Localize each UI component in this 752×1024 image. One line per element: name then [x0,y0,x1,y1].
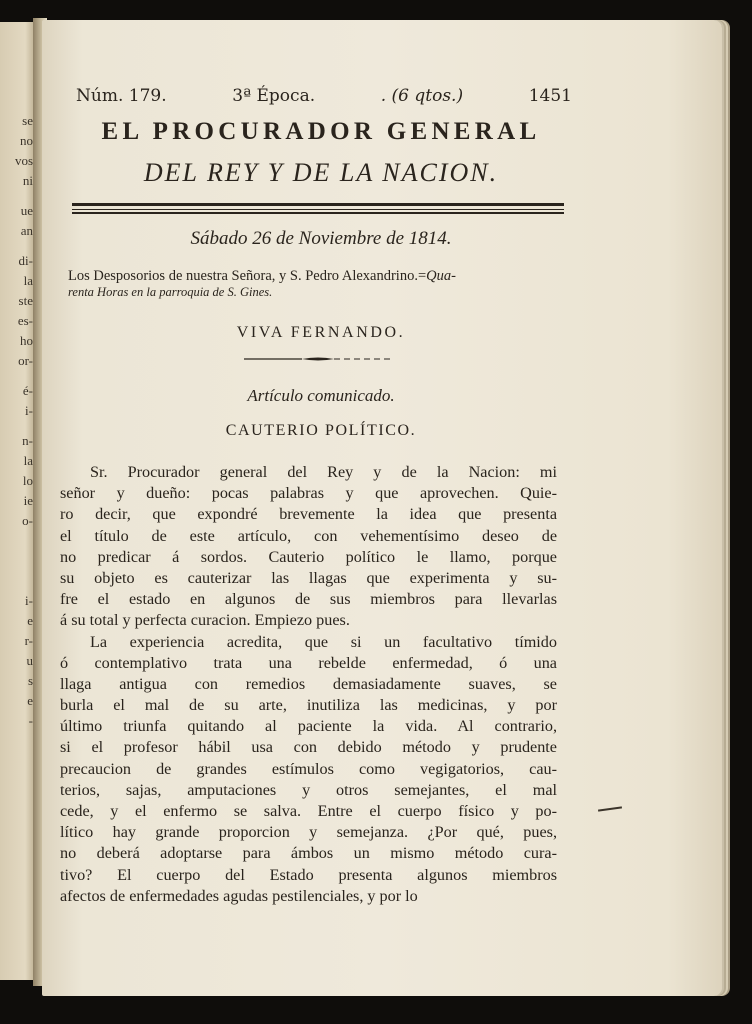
epoch-label: 3ª Época. [232,86,316,106]
article-label: Artículo comunicado. [247,386,395,405]
body-line: Sr. Procurador general del Rey y de la Nacion: mi [90,463,557,481]
facing-page-strip [0,22,36,980]
body-line: tivo? El cuerpo del Estado presenta algunos miembros [60,865,557,884]
body-line: terios, sajas, amputaciones y otros semejantes, el mal [60,780,557,799]
body-line: fre el estado en algunos de sus miembros para llevarlas [60,590,557,609]
body-line: á su total y perfecta curacion. Empiezo pues. [60,611,350,630]
body-line: el título de este artículo, con vehementísimo deseo de [60,526,557,545]
body-line: si el profesor hábil usa con debido método y prudente [60,738,557,757]
saints-qua: Qua- [426,268,456,284]
facing-page-fragment: ste [18,293,33,308]
facing-page-fragment: vos [14,153,33,168]
saints-separator: = [417,268,427,284]
facing-page-fragment: di- [18,253,33,268]
body-line: su objeto es cauterizar las llagas que experimenta y su- [60,568,557,587]
facing-page-fragment: e [27,693,33,708]
newspaper-title: EL PROCURADOR GENERAL [101,118,541,145]
body-line: precaucion de grandes estímulos como vegigatorios, cau- [60,759,557,778]
ornamental-divider [244,356,392,362]
saints-text: Los Desposorios de nuestra Señora, y S. Pedro Alexandrino. [68,268,418,284]
title-rule-thin [72,209,564,210]
body-line: llaga antigua con remedios demasiadamente suaves, se [60,674,557,693]
facing-page-fragment: e [27,613,33,628]
facing-page-fragment: i- [25,403,33,418]
body-line: La experiencia acredita, que si un facultativo tímido [90,632,557,651]
motto: VIVA FERNANDO. [236,324,406,341]
body-line: afectos de enfermedades agudas pestilenciales, y por lo [60,886,418,905]
facing-page-fragment: r- [24,633,33,648]
page-number: 1451 [528,86,572,106]
facing-page-fragment: - [28,713,33,728]
facing-page-fragment: lo [22,473,33,488]
facing-page-fragment: no [20,133,33,148]
body-line: cede, y el enfermo se salva. Entre el cuerpo físico y po- [60,802,557,820]
body-line: ó contemplativo trata una rebelde enfermedad, ó una [60,653,557,672]
facing-page-fragment: ni [22,173,33,188]
facing-page-fragment: ho [20,333,33,348]
facing-page-fragment: o- [22,513,33,528]
facing-page-fragment: ie [23,493,33,508]
quarters-label: . (6 qtos.) [380,86,464,106]
title-rule-thick [72,203,564,206]
facing-page-fragment: s [27,673,33,688]
body-line: ro decir, que expondré brevemente la idea que presenta [60,505,557,524]
masthead-header [76,86,572,106]
facing-page-fragment: u [26,653,33,668]
title-rule-bottom [72,212,564,214]
facing-page-fragment: i- [25,593,33,608]
issue-number: Núm. 179. [76,86,167,106]
saints-tail: renta Horas en la parroquia de S. Gines. [68,285,273,299]
facing-page-fragment: la [23,453,33,468]
facing-page-fragment: es- [17,313,33,328]
facing-page-fragment: or- [18,353,33,368]
facing-page-fragment: ue [20,203,33,218]
section-title: CAUTERIO POLÍTICO. [225,422,417,439]
newspaper-subtitle: DEL REY Y DE LA NACION. [143,158,499,187]
issue-date: Sábado 26 de Noviembre de 1814. [190,228,452,249]
body-line: no predicar á sordos. Cauterio político le llamo, porque [60,547,557,566]
body-line: lítico hay grande proporcion y semejanza. ¿Por qué, pues, [60,823,557,842]
body-line: señor y dueño: pocas palabras y que aprovechen. Quie- [60,484,557,503]
body-line: no deberá adoptarse para ámbos un mismo método cura- [60,844,557,863]
body-line: burla el mal de su arte, inutiliza las medicinas, y por [60,696,557,715]
facing-page-fragment: se [22,113,33,128]
facing-page-fragment: la [23,273,33,288]
article-body [60,462,557,907]
facing-page-fragment: n- [22,433,33,448]
saints-of-day [68,268,568,300]
facing-page-fragment: é- [22,383,33,398]
facing-page-fragment: an [20,223,33,238]
body-line: último triunfa quitando al paciente la vida. Al contrario, [60,717,557,736]
